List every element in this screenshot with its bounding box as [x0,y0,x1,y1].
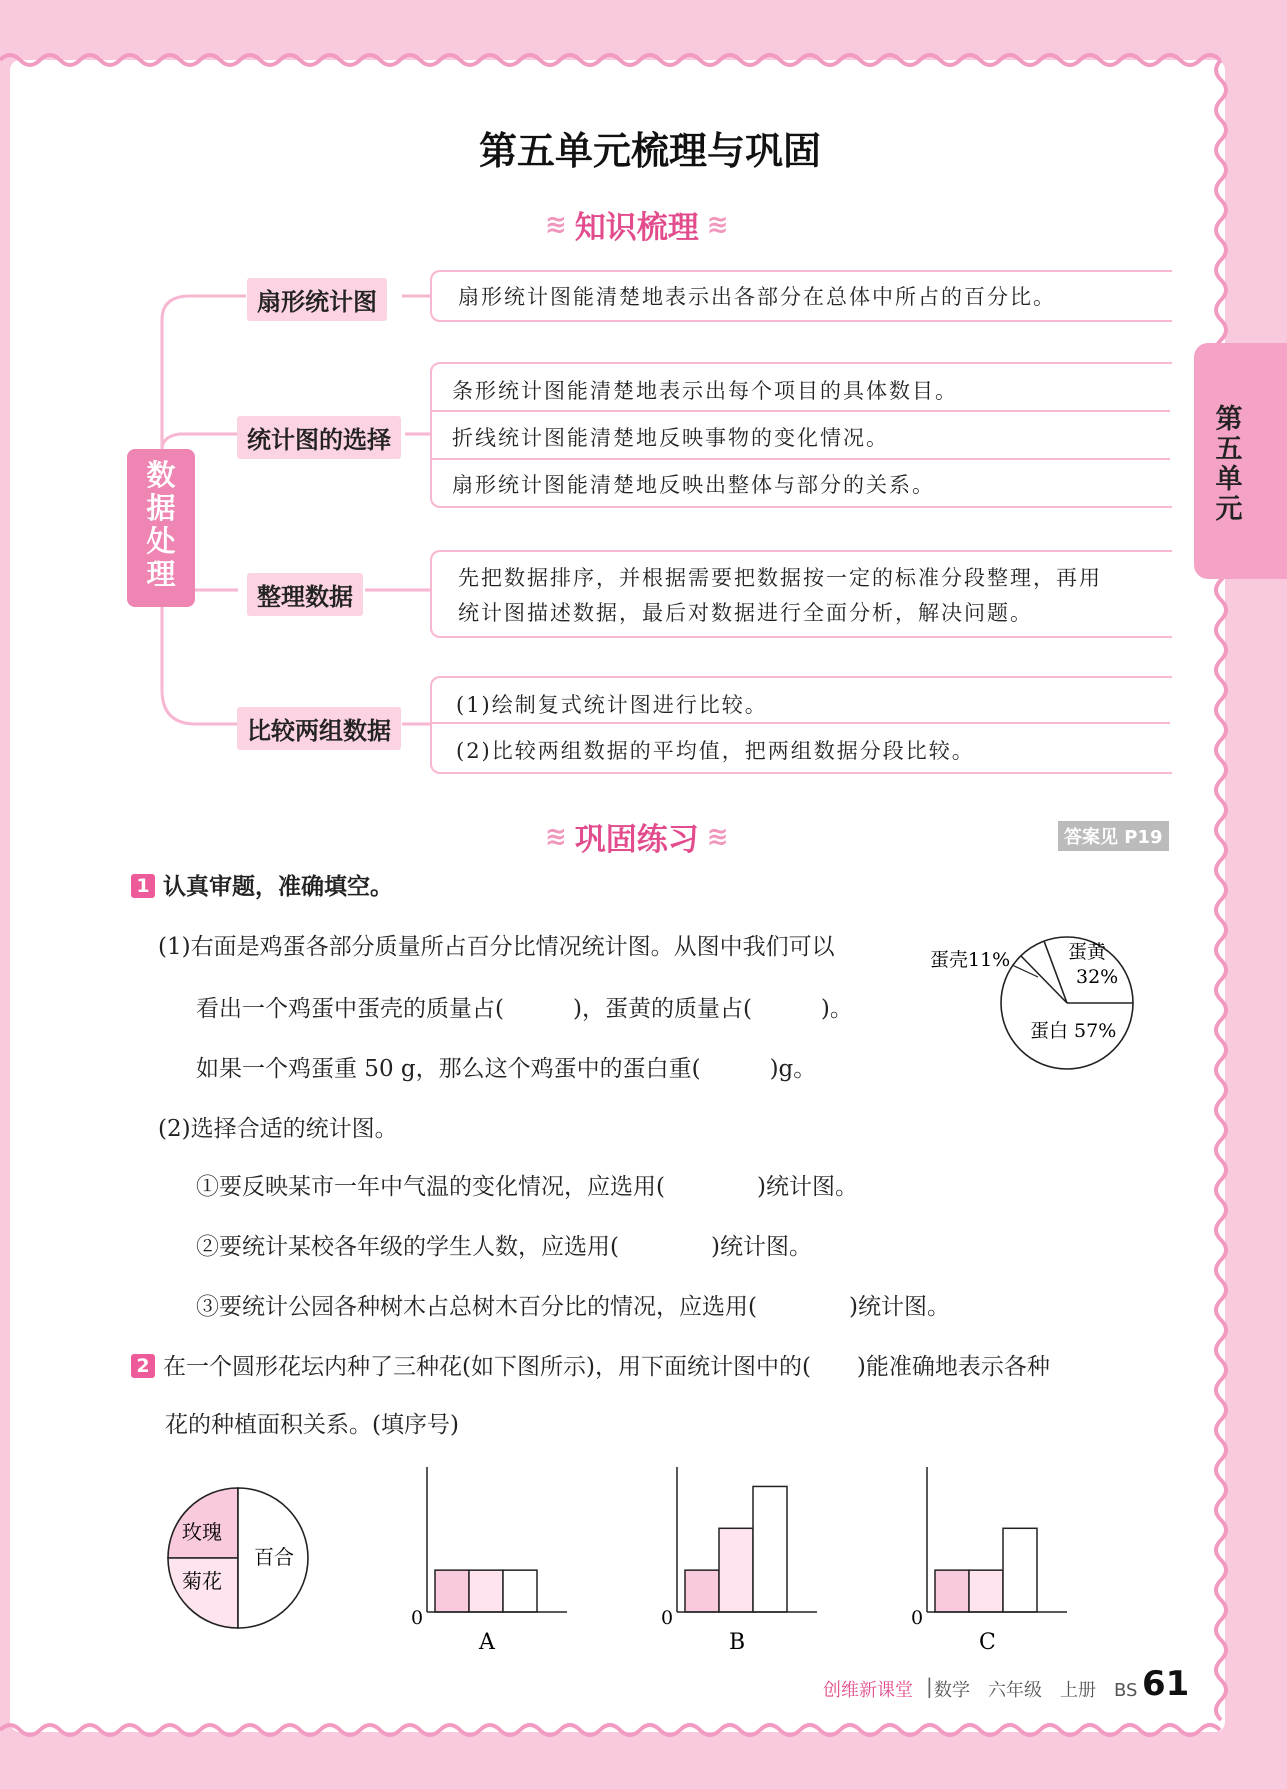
bar-3 [753,1486,787,1612]
answer-reference: 答案见 P19 [1058,821,1169,851]
chart-option-label: B [729,1630,746,1652]
mindmap-root [127,449,195,607]
question-2-line2: 花的种植面积关系。(填序号) [165,1412,459,1438]
squiggle-left-icon: ≋ [545,209,567,240]
bar-chart-b [655,1462,830,1652]
bar-2 [969,1570,1003,1612]
question-1-title [131,868,393,901]
egg-pie-chart [920,925,1140,1075]
footer-separator: | [926,1674,933,1698]
question-1-title-text: 认真审题，准确填空。 [163,874,393,900]
q1-part1-line1: (1)右面是鸡蛋各部分质量所占百分比情况统计图。从图中我们可以 [158,934,835,960]
divider [432,722,1170,724]
bar-1 [935,1570,969,1612]
flower-pie-chart [150,1470,330,1650]
branch-chart-choice-line-3: 扇形统计图能清楚地反映出整体与部分的关系。 [452,473,935,497]
egg-white-label: 蛋白 57% [1030,1020,1117,1042]
branch-organize-data-line-2: 统计图描述数据，最后对数据进行全面分析，解决问题。 [458,601,1033,625]
bar-chart-a [405,1462,580,1652]
bar-1 [435,1570,469,1612]
egg-yolk-percent: 32% [1076,966,1119,988]
footer-book-info: 数学 六年级 上册 BS [934,1680,1138,1701]
bar-1 [685,1570,719,1612]
origin-zero-label: 0 [411,1607,424,1629]
flower-lily-label: 百合 [254,1545,294,1569]
q1-part2-item-1: ①要反映某市一年中气温的变化情况，应选用( )统计图。 [196,1174,858,1200]
branch-pie-chart-line: 扇形统计图能清楚地表示出各部分在总体中所占的百分比。 [458,285,1056,309]
top-wave-border [0,48,1287,72]
mindmap-connectors [150,280,450,740]
mindmap-root-label: 数据处理 [146,458,176,591]
unit-side-tab-label: 第五单元 [1215,404,1243,525]
origin-zero-label: 0 [661,1607,674,1629]
question-number-badge: 1 [131,874,155,898]
egg-shell-label: 蛋壳11% [930,949,1011,971]
chart-option-label: C [979,1630,996,1652]
question-number-badge: 2 [131,1354,155,1378]
section-practice-heading [545,814,729,859]
origin-zero-label: 0 [911,1607,924,1629]
divider [432,458,1170,460]
squiggle-left-icon: ≋ [545,821,567,852]
bar-3 [1003,1528,1037,1612]
flower-rose-label: 玫瑰 [182,1520,222,1544]
bottom-wave-border [0,1718,1287,1742]
squiggle-right-icon: ≋ [706,209,729,240]
q1-part1-line3: 如果一个鸡蛋重 50 g，那么这个鸡蛋中的蛋白重( )g。 [196,1056,817,1082]
branch-compare-data: 比较两组数据 [237,707,401,750]
branch-pie-chart: 扇形统计图 [247,278,387,321]
egg-yolk-label: 蛋黄 [1068,941,1107,963]
branch-compare-data-line-2: (2)比较两组数据的平均值，把两组数据分段比较。 [456,739,975,763]
branch-chart-choice: 统计图的选择 [237,416,401,459]
q1-part2-item-3: ③要统计公园各种树木占总树木百分比的情况，应选用( )统计图。 [196,1294,950,1320]
chart-option-label: A [479,1630,495,1652]
bar-2 [469,1570,503,1612]
right-wave-border [1208,60,1234,1730]
unit-side-tab [1194,343,1287,579]
bar-2 [719,1528,753,1612]
q1-part2-item-2: ②要统计某校各年级的学生人数，应选用( )统计图。 [196,1234,812,1260]
squiggle-right-icon: ≋ [706,821,729,852]
branch-organize-data-line-1: 先把数据排序，并根据需要把数据按一定的标准分段整理，再用 [458,566,1102,590]
page-number: 61 [1142,1664,1190,1704]
footer-brand: 创维新课堂 [823,1680,913,1701]
flower-chrysanthemum-label: 菊花 [182,1569,222,1593]
section-practice-label: 巩固练习 [574,822,699,858]
branch-chart-choice-line-2: 折线统计图能清楚地反映事物的变化情况。 [452,426,889,450]
question-2-line1-text: 在一个圆形花坛内种了三种花(如下图所示)，用下面统计图中的( )能准确地表示各种 [163,1354,1050,1380]
branch-chart-choice-line-1: 条形统计图能清楚地表示出每个项目的具体数目。 [452,379,958,403]
question-2-line1 [131,1348,1050,1381]
branch-compare-data-line-1: (1)绘制复式统计图进行比较。 [456,693,768,717]
section-knowledge-heading [545,202,729,247]
branch-organize-data: 整理数据 [247,573,363,616]
bar-chart-c [905,1462,1080,1652]
section-knowledge-label: 知识梳理 [574,210,699,246]
q1-part2-title: (2)选择合适的统计图。 [158,1116,398,1142]
divider [432,410,1170,412]
page-title: 第五单元梳理与巩固 [478,129,821,173]
q1-part1-line2: 看出一个鸡蛋中蛋壳的质量占( )，蛋黄的质量占( )。 [196,996,853,1022]
bar-3 [503,1570,537,1612]
